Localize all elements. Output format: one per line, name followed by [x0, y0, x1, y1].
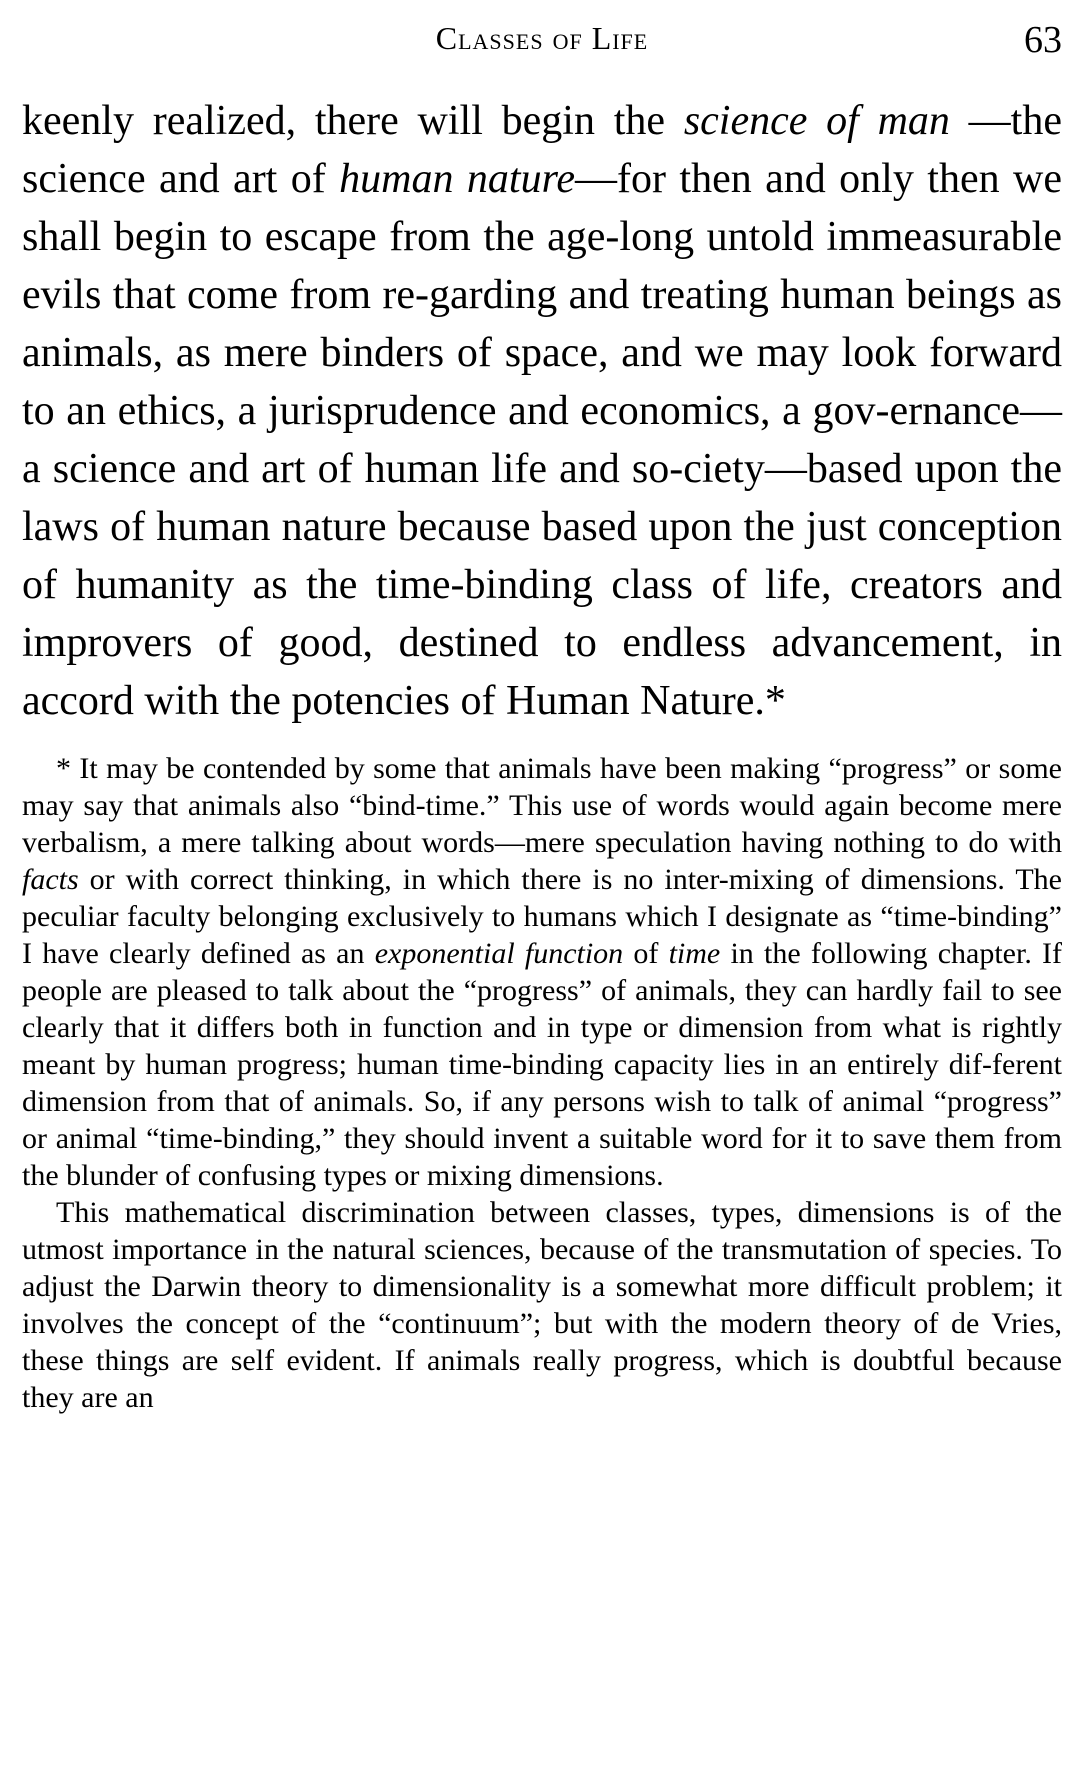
page-number: 63 [1024, 19, 1062, 61]
page-header [22, 0, 1062, 92]
emphasis-exponential-function: exponential function [374, 937, 624, 970]
book-page [22, 0, 1062, 1416]
footnote-block [22, 750, 1062, 1416]
emphasis-science-of-man: science of man [683, 98, 950, 144]
footnote-text-segment: of [623, 937, 669, 970]
footnote-text-segment: or with correct thinking, in which there is no inter-mixing of dimensions. The peculiar faculty belonging exclusively to humans which I designate as “time-binding” I have clearly defined as an [22, 863, 1062, 970]
main-paragraph [22, 92, 1062, 730]
main-text-segment: keenly realized, there will begin the [22, 98, 684, 144]
emphasis-facts: facts [22, 863, 79, 896]
footnote-text-segment: * It may be contended by some that animals have been making “progress” or some may say that animals also “bind-time.” This use of words would again become mere verbalism, a mere talking about words—mere speculation having nothing to do with [22, 752, 1062, 859]
main-text-segment: —for then and only then we shall begin to escape from the age-long untold immeasurable evils that come from re-garding and treating human beings as animals, as mere binders of space, and we may look forward to an ethics, a jurisprudence and economics, a gov-ernance—a science and art of human life and so-ciety—based upon the laws of human nature because based upon the just conception of humanity as the time-binding class of life, creators and improvers of good, destined to endless advancement, in accord with the potencies of Human Nature.* [22, 156, 1062, 724]
footnote-text-segment: in the following chapter. If people are pleased to talk about the “progress” of animals, they can hardly fail to see clearly that it differs both in function and in type or dimension from what is rightly meant by human progress; human time-binding capacity lies in an entirely dif-ferent dimension from that of animals. So, if any persons wish to talk of animal “progress” or animal “time-binding,” they should invent a suitable word for it to save them from the blunder of confusing types or mixing dimensions. [22, 937, 1062, 1192]
emphasis-human-nature: human nature [339, 156, 576, 202]
main-text-segment: —the science and art of [22, 98, 1062, 202]
emphasis-time: time [668, 937, 721, 970]
footnote-paragraph [22, 750, 1062, 1194]
running-head: Classes of Life [435, 20, 649, 56]
footnote-continuation-paragraph: This mathematical discrimination between classes, types, dimensions is of the utmost importance in the natural sciences, because of the transmutation of species. To adjust the Darwin theory to dimensionality is a somewhat more difficult problem; it involves the concept of the “continuum”; but with the modern theory of de Vries, these things are self evident. If animals really progress, which is doubtful because they are an [22, 1196, 1062, 1414]
